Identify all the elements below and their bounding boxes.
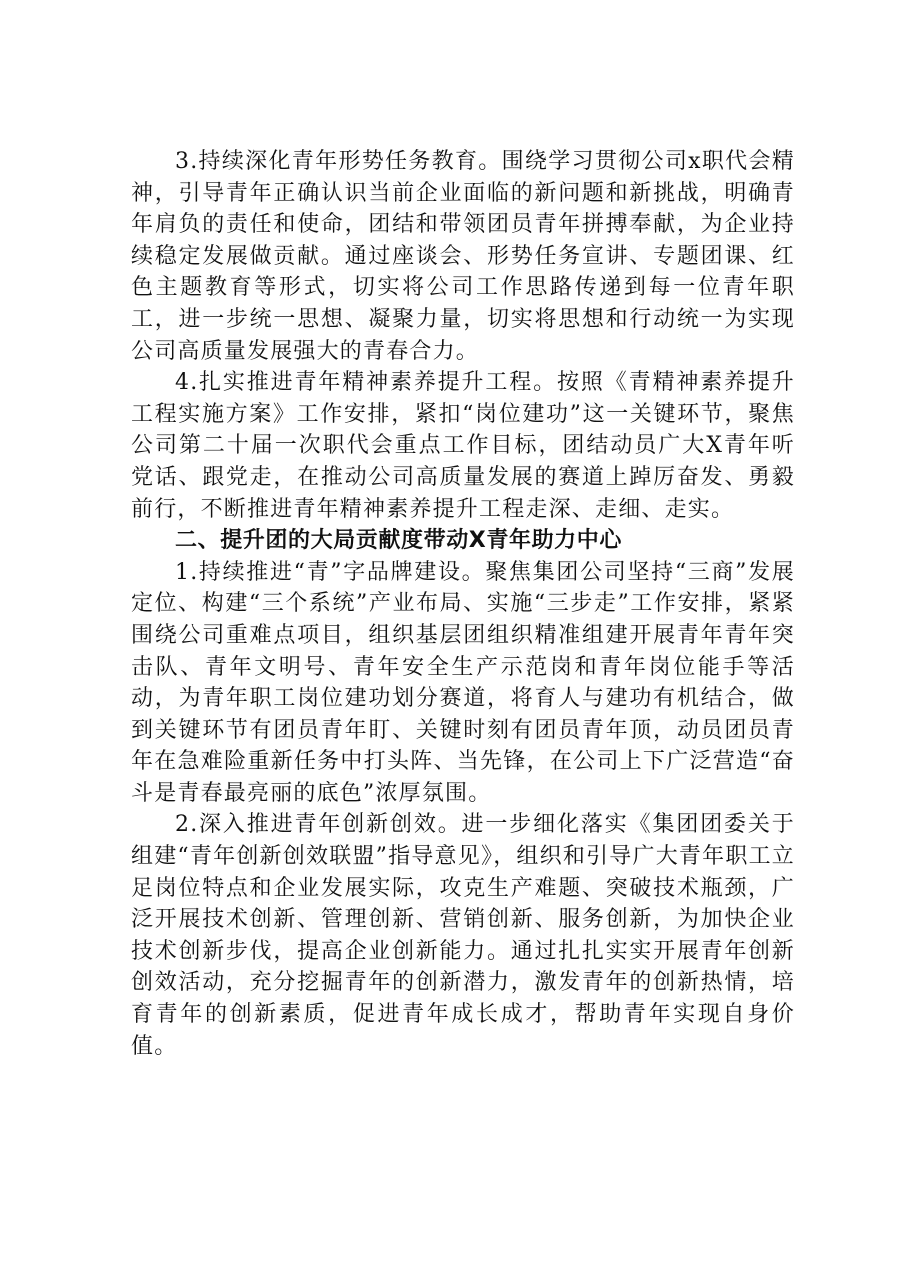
paragraph-item-4: 4.扎实推进青年精神素养提升工程。按照《青精神素养提升工程实施方案》工作安排，紧扣“岗位建功”这一关键环节，聚焦公司第二十届一次职代会重点工作目标，团结动员广大X青年听党话、跟党走，在推动公司高质量发展的赛道上踔厉奋发、勇毅前行，不断推进青年精神素养提升工程走深、走细、走实。 <box>131 370 795 522</box>
document-body <box>131 146 795 1062</box>
section-paragraph-2: 2.深入推进青年创新创效。进一步细化落实《集团团委关于组建“青年创新创效联盟”指导意见》，组织和引导广大青年职工立足岗位特点和企业发展实际，攻克生产难题、突破技术瓶颈，广泛开展技术创新、管理创新、营销创新、服务创新，为加快企业技术创新步伐，提高企业创新能力。通过扎扎实实开展青年创新创效活动，充分挖掘青年的创新潜力，激发青年的创新热情，培育青年的创新素质，促进青年成长成才，帮助青年实现自身价值。 <box>131 812 795 1059</box>
section-heading: 二、提升团的大局贡献度带动Ⅹ青年助力中心 <box>175 528 622 554</box>
section-paragraph-1: 1.持续推进“青”字品牌建设。聚焦集团公司坚持“三商”发展定位、构建“三个系统”产业布局、实施“三步走”工作安排，紧紧围绕公司重难点项目，组织基层团组织精准组建开展青年青年突击队、青年文明号、青年安全生产示范岗和青年岗位能手等活动，为青年职工岗位建功划分赛道，将育人与建功有机结合，做到关键环节有团员青年盯、关键时刻有团员青年顶，动员团员青年在急难险重新任务中打头阵、当先锋，在公司上下广泛营造“奋斗是青春最亮丽的底色”浓厚氛围。 <box>131 559 795 806</box>
paragraph-item-3: 3.持续深化青年形势任务教育。围绕学习贯彻公司x职代会精神，引导青年正确认识当前企业面临的新问题和新挑战，明确青年肩负的责任和使命，团结和带领团员青年拼搏奉献，为企业持续稳定发展做贡献。通过座谈会、形势任务宣讲、专题团课、红色主题教育等形式，切实将公司工作思路传递到每一位青年职工，进一步统一思想、凝聚力量，切实将思想和行动统一为实现公司高质量发展强大的青春合力。 <box>131 149 795 364</box>
